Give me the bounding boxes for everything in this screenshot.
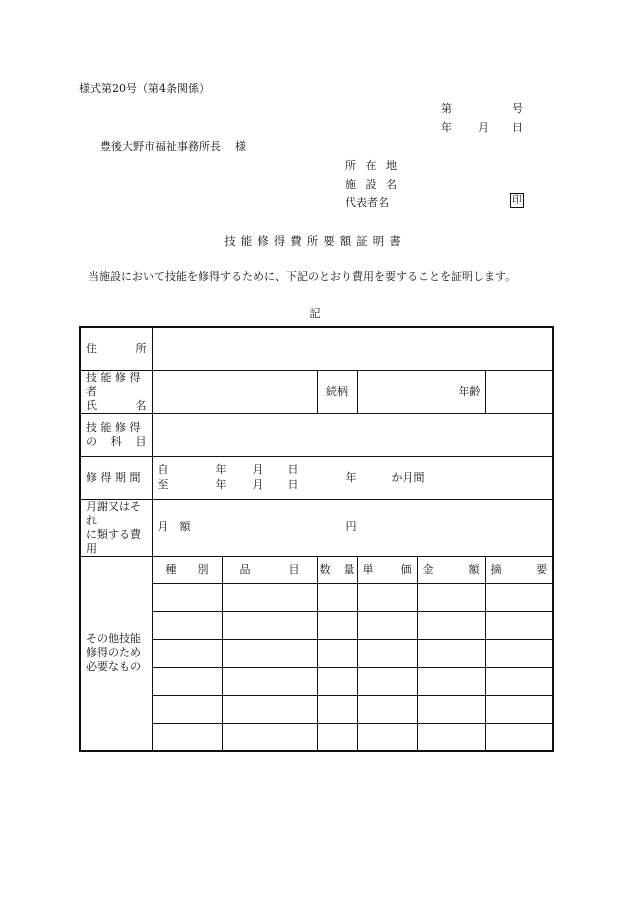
date-month: 月 (478, 121, 489, 134)
relation-label-cell: 続柄 (317, 370, 357, 413)
yen-unit: 円 (345, 519, 357, 533)
date-day: 日 (512, 121, 523, 134)
name-value-cell[interactable] (152, 370, 317, 413)
name-label-line1: 技 能 修 得 者 (86, 370, 141, 398)
period-total-year: 年 (345, 470, 357, 484)
amount-cell[interactable] (417, 611, 485, 639)
amount-cell[interactable] (417, 667, 485, 695)
table-row-subject (80, 413, 553, 456)
age-label-cell: 年齢 (417, 370, 485, 413)
remarks-cell[interactable] (485, 611, 553, 639)
period-total-months: か月間 (391, 470, 425, 484)
type-cell[interactable] (152, 695, 222, 723)
name-label-cell: 技 能 修 得 者 氏 名 (80, 370, 152, 413)
remarks-cell[interactable] (485, 667, 553, 695)
type-cell[interactable] (152, 639, 222, 667)
table-row-period (80, 456, 553, 499)
certification-statement: 当施設において技能を修得するために、下記のとおり費用を要することを証明します。 (88, 270, 517, 283)
item-cell[interactable] (222, 611, 317, 639)
qty-cell[interactable] (317, 583, 357, 611)
col-header-item: 品 目 (222, 556, 317, 583)
address-label-cell: 住 所 (80, 327, 152, 370)
remarks-cell[interactable] (485, 639, 553, 667)
ki-note: 記 (309, 307, 321, 320)
unit-price-cell[interactable] (357, 611, 417, 639)
table-row-other-header (80, 556, 553, 583)
tuition-value-cell[interactable] (152, 499, 553, 556)
item-cell[interactable] (222, 667, 317, 695)
table-row-name (80, 370, 553, 413)
sender-facility-label: 施 設 名 (345, 178, 400, 191)
remarks-cell[interactable] (485, 723, 553, 751)
amount-cell[interactable] (417, 639, 485, 667)
col-header-amount: 金 額 (417, 556, 485, 583)
tuition-label-cell: 月謝又はそれ に類する費用 (80, 499, 152, 556)
table-row-address (80, 327, 553, 370)
unit-price-cell[interactable] (357, 723, 417, 751)
col-header-type: 種 別 (152, 556, 222, 583)
item-cell[interactable] (222, 639, 317, 667)
type-cell[interactable] (152, 667, 222, 695)
age-value-cell[interactable] (485, 370, 553, 413)
qty-cell[interactable] (317, 723, 357, 751)
amount-cell[interactable] (417, 723, 485, 751)
amount-cell[interactable] (417, 583, 485, 611)
col-header-qty: 数 量 (317, 556, 357, 583)
period-label-cell: 修 得 期 間 (80, 456, 152, 499)
unit-price-cell[interactable] (357, 667, 417, 695)
unit-price-cell[interactable] (357, 639, 417, 667)
type-cell[interactable] (152, 583, 222, 611)
table-row-tuition (80, 499, 553, 556)
qty-cell[interactable] (317, 667, 357, 695)
item-cell[interactable] (222, 583, 317, 611)
address-value-cell[interactable] (152, 327, 553, 370)
form-number-label: 様式第20号（第4条関係） (79, 82, 210, 95)
addressee-name: 豊後大野市福祉事務所長 (100, 140, 221, 153)
item-cell[interactable] (222, 695, 317, 723)
other-label-cell: その他技能 修得のため 必要なもの (80, 556, 152, 751)
sender-address-label: 所 在 地 (345, 159, 400, 172)
type-cell[interactable] (152, 611, 222, 639)
col-header-remarks: 摘 要 (485, 556, 553, 583)
date-year: 年 (441, 121, 452, 134)
subject-label-cell: 技 能 修 得 の 科 目 (80, 413, 152, 456)
item-cell[interactable] (222, 723, 317, 751)
document-number-prefix: 第 (441, 102, 452, 115)
seal-mark: 印 (512, 195, 522, 206)
addressee-honorific: 様 (235, 140, 246, 153)
qty-cell[interactable] (317, 611, 357, 639)
unit-price-cell[interactable] (357, 695, 417, 723)
remarks-cell[interactable] (485, 695, 553, 723)
type-cell[interactable] (152, 723, 222, 751)
subject-label-line1: 技 能 修 得 (86, 420, 141, 434)
unit-price-cell[interactable] (357, 583, 417, 611)
sender-representative-label: 代表者名 (345, 196, 389, 209)
cost-certification-table (79, 326, 554, 752)
period-to: 至 (157, 477, 169, 491)
period-value-cell[interactable]: 自 年 月 日 至 年 月 日 年 か月間 (152, 456, 553, 499)
subject-value-cell[interactable] (152, 413, 553, 456)
document-title: 技能修得費所要額証明書 (224, 234, 406, 248)
qty-cell[interactable] (317, 639, 357, 667)
amount-cell[interactable] (417, 695, 485, 723)
addressee (100, 138, 246, 154)
qty-cell[interactable] (317, 695, 357, 723)
period-from: 自 (157, 462, 169, 476)
remarks-cell[interactable] (485, 583, 553, 611)
monthly-amount-label: 月 額 (157, 519, 191, 533)
document-number-suffix: 号 (512, 102, 523, 115)
relation-value-cell[interactable] (357, 370, 417, 413)
col-header-unit-price: 単 価 (357, 556, 417, 583)
